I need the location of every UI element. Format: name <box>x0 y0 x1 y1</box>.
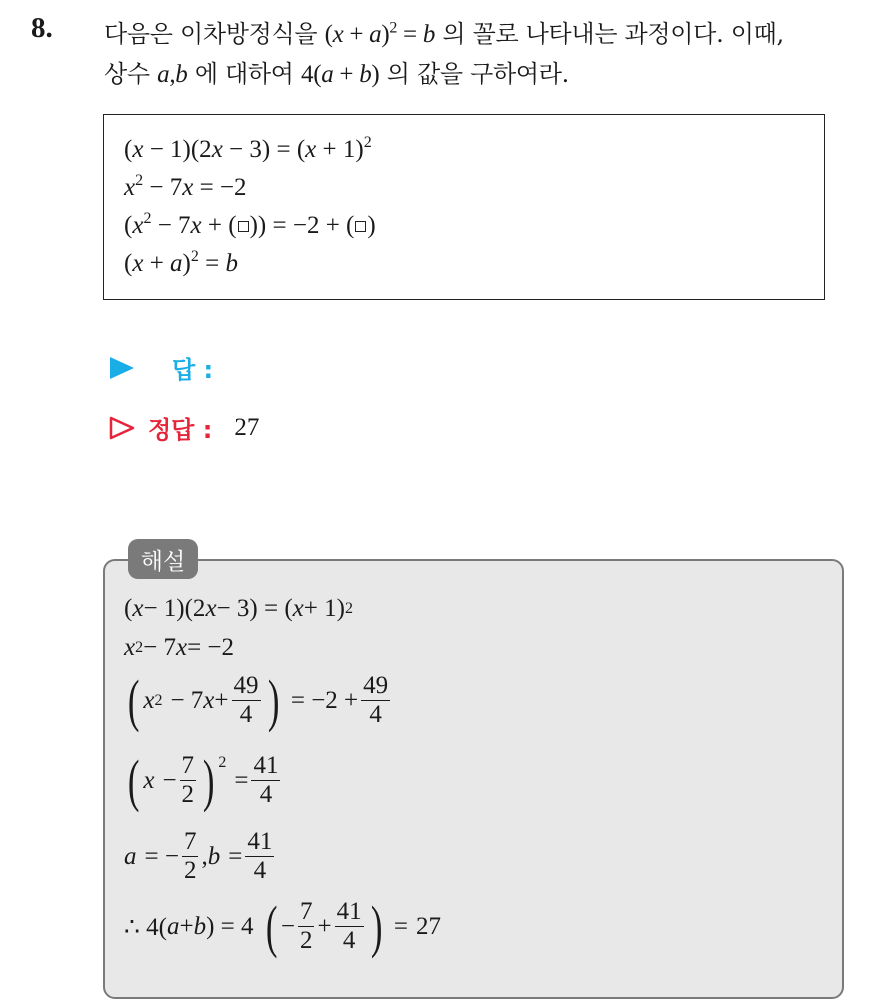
explanation-step-1: ( x − 1)(2 x − 3) = ( x + 1) 2 <box>124 595 353 622</box>
process-step-3: ($x^2 - 7x$ + ( )) = −2 + ( ) <box>124 210 376 239</box>
explanation-step-3: ( x 2 − 7 x + $\frac{49}{4}$ ) = −2 + $\frac{49}{4}$ <box>127 667 389 733</box>
answer-row <box>108 350 213 385</box>
fraction: $\frac{41}{4}$ <box>247 828 273 884</box>
blank-square-icon <box>355 221 366 232</box>
problem-text-2a: 상수 <box>104 60 150 88</box>
explanation-step-5: a = − $\frac{7}{2}$ , b = $\frac{41}{4}$ <box>124 828 273 884</box>
blank-square-icon <box>238 221 249 232</box>
problem-text-2c: 의 값을 구하여라. <box>386 60 569 88</box>
fraction: $\frac{7}{2}$ <box>183 828 197 884</box>
problem-line-2: 상수 a,b 에 대하여 4(a + b) 의 값을 구하여라. <box>104 60 569 88</box>
process-step-2: $x^2 - 7x = -2$ <box>124 172 247 201</box>
fraction: $\frac{49}{4}$ <box>363 672 389 728</box>
fraction: $\frac{7}{2}$ <box>181 752 195 808</box>
process-step-4: $(x + a)^2 = b$ <box>124 248 238 277</box>
correct-answer-value: 27 <box>234 413 260 441</box>
explanation-result: 27 <box>416 912 442 940</box>
explanation-step-2: x 2 − 7 x = −2 <box>124 634 235 661</box>
process-step-1: $(x - 1)(2x - 3) = (x + 1)^2$ <box>124 134 372 163</box>
problem-line-1 <box>104 14 784 49</box>
fraction: $\frac{41}{4}$ <box>336 898 362 954</box>
fraction: $\frac{49}{4}$ <box>233 672 259 728</box>
problem-text-1b: 의 꼴로 나타내는 과정이다. 이때, <box>442 20 784 48</box>
correct-answer-row <box>108 410 259 445</box>
explanation-tag: 해설 <box>128 539 198 579</box>
math-target-form: $(x + a)^2 = b$ <box>324 19 436 48</box>
explanation-step-6: ∴ 4( a + b ) = 4 ( − $\frac{7}{2}$ + $\frac{41}{4}$ ) = 27 <box>124 893 442 959</box>
problem-text-1a: 다음은 이차방정식을 <box>104 20 318 48</box>
outline-arrow-icon <box>108 415 136 441</box>
fraction: $\frac{41}{4}$ <box>253 752 279 808</box>
problem-text-2b: 에 대하여 <box>194 60 294 88</box>
math-constants: a <box>157 61 170 88</box>
explanation-step-4: ( x − $\frac{7}{2}$ ) 2 = $\frac{41}{4}$ <box>127 747 279 813</box>
fraction: $\frac{7}{2}$ <box>299 898 313 954</box>
play-arrow-icon <box>108 355 136 381</box>
answer-label: 답 : <box>172 356 214 384</box>
problem-number: 8. <box>31 12 53 44</box>
math-expression: 4(a + b) <box>301 61 380 88</box>
correct-answer-label: 정답 : <box>148 416 213 444</box>
